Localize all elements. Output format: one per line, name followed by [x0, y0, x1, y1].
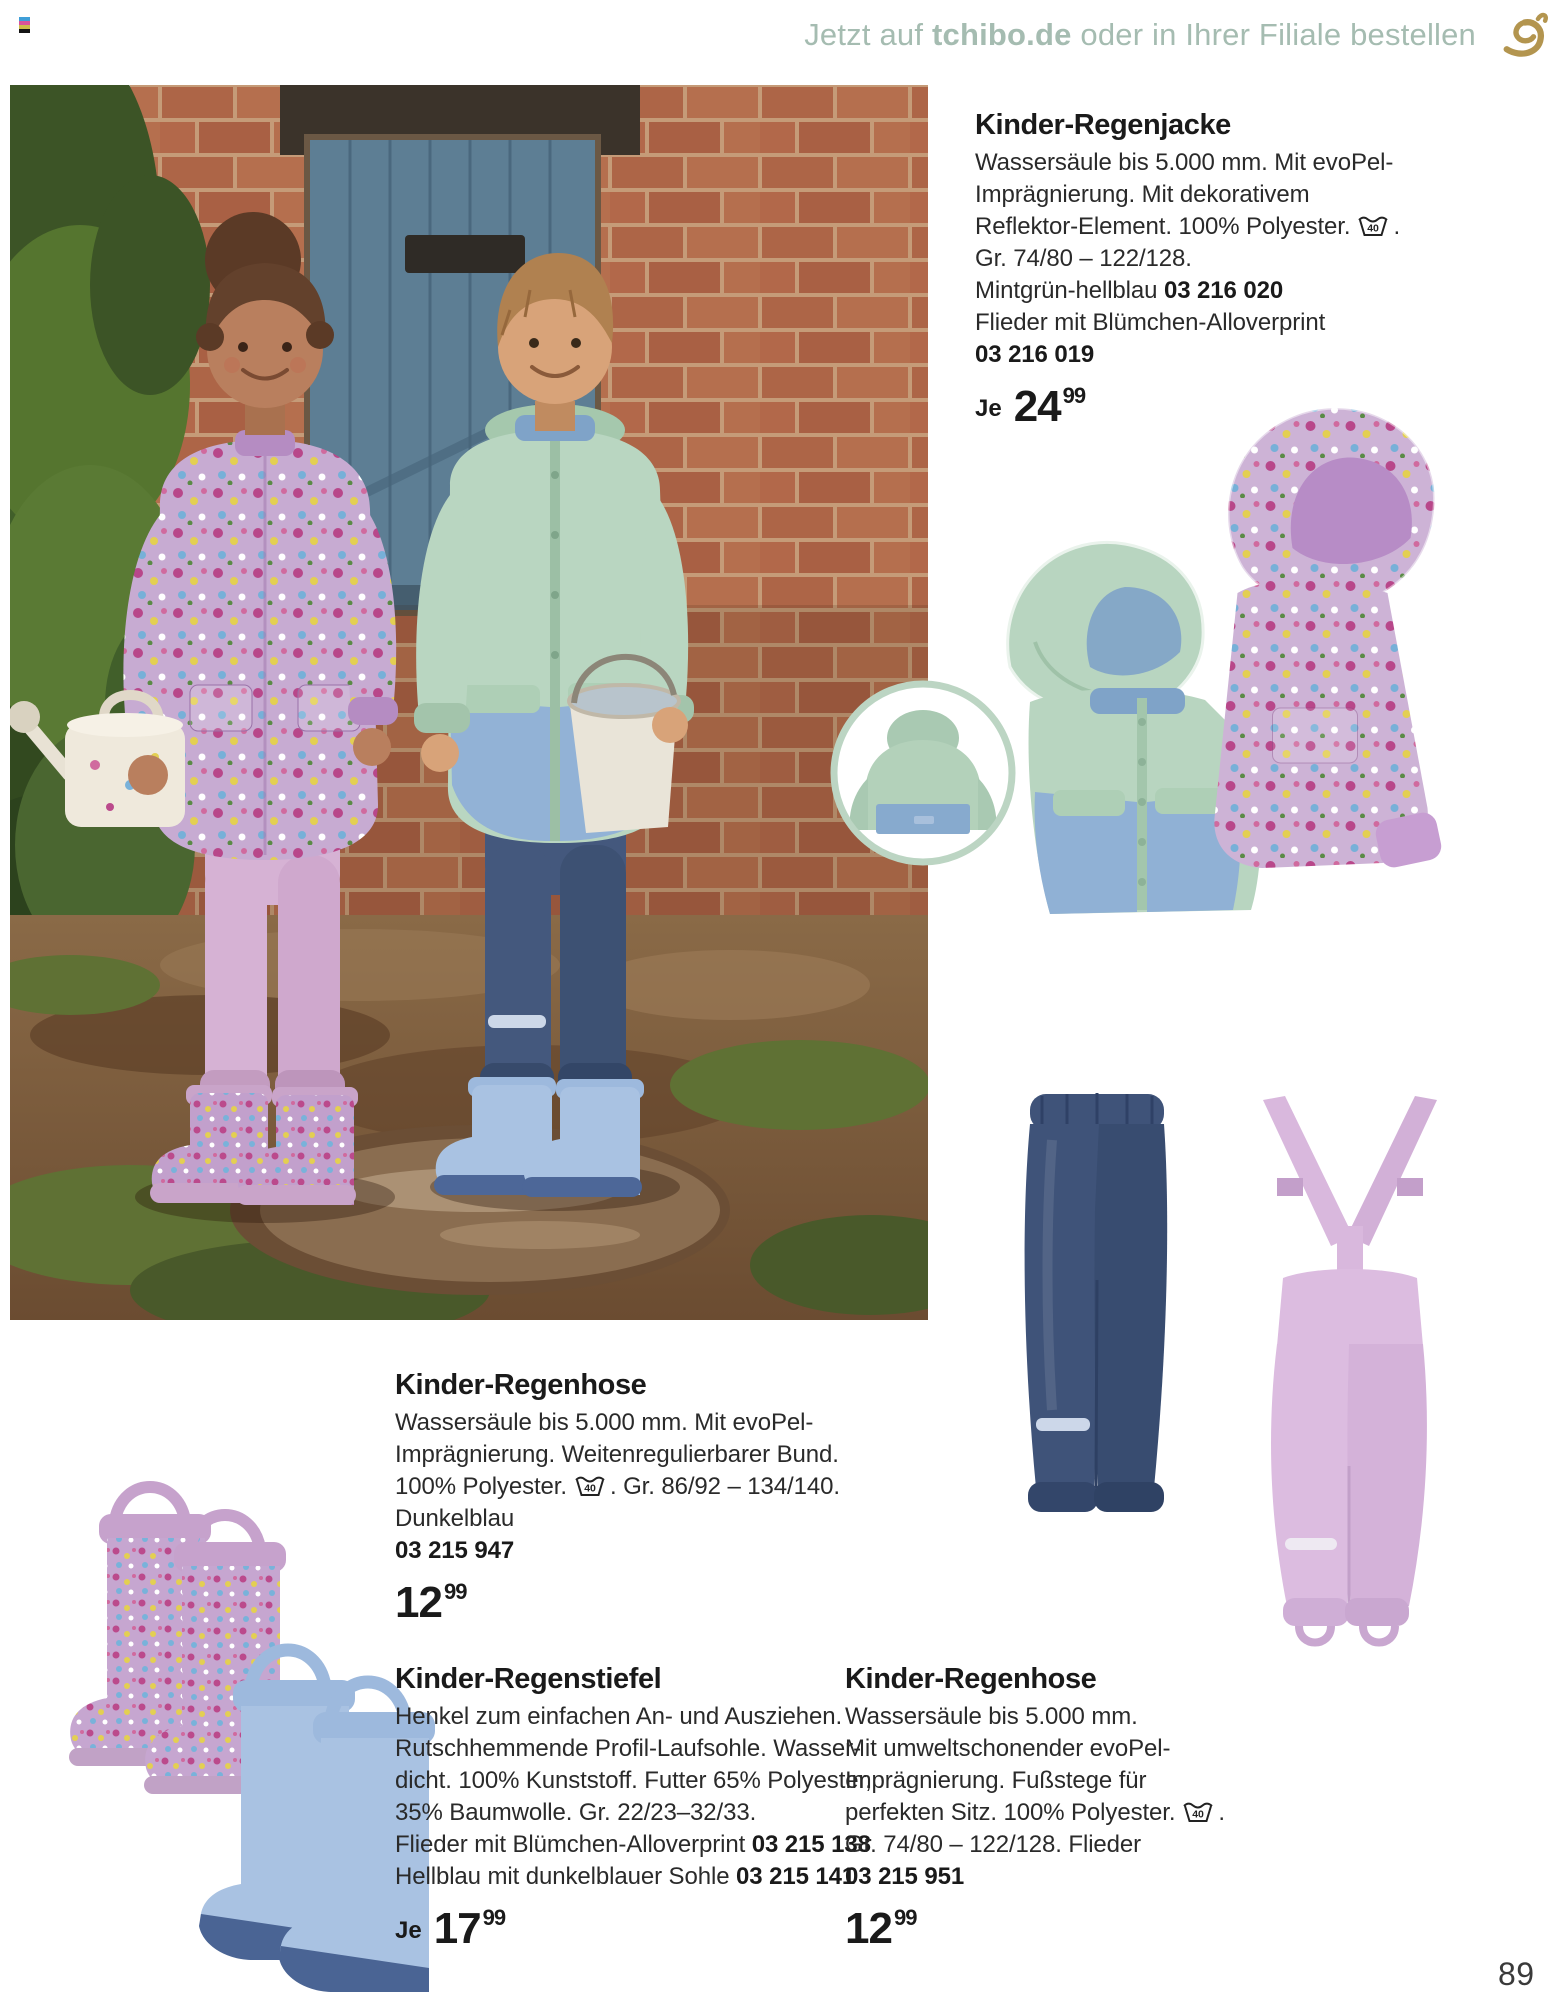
floral-jacket-image [1140, 378, 1455, 888]
variant-line: Dunkelblau [395, 1505, 515, 1532]
text-line: Imprägnierung. Fußstege für [845, 1767, 1147, 1794]
svg-text:40: 40 [1367, 222, 1380, 235]
article-number: 03 215 138 [751, 1831, 871, 1858]
text-line: dicht. 100% Kunststoff. Futter 65% Polyester, [395, 1767, 872, 1794]
variant-line: Flieder mit Blümchen-Alloverprint [975, 309, 1326, 336]
product-block-regenhose-flieder [845, 1662, 1265, 1953]
price [845, 1904, 1265, 1953]
price: Je $17^{99}$ [395, 1904, 506, 1953]
variant-line [395, 1535, 865, 1567]
text-line: Imprägnierung. Weitenregulierbarer Bund. [395, 1441, 839, 1468]
article-number: 03 216 020 [1163, 277, 1284, 304]
article-number: 03 215 947 [395, 1537, 515, 1564]
header-suffix: oder in Ihrer Filiale bestellen [1071, 17, 1476, 52]
text-line: Henkel zum einfachen An- und Ausziehen. [395, 1703, 843, 1730]
text-line: Mit umweltschonender evoPel- [845, 1735, 1171, 1762]
product-block-regenhose-dunkelblau [395, 1368, 865, 1627]
text-line: Gr. 74/80 – 122/128. [975, 245, 1192, 272]
product-title: Kinder-Regenhose [845, 1663, 1097, 1695]
header [0, 10, 1550, 60]
variant-line: Flieder mit Blümchen-Alloverprint 03 215 138 [395, 1831, 871, 1858]
wash-40-icon [1181, 1798, 1215, 1824]
text-line: perfekten Sitz. 100% Polyester. 40 . [845, 1799, 1225, 1826]
kids-photo [10, 85, 928, 1320]
text-line: 100% Polyester. 40 . Gr. 86/92 – 134/140. [395, 1473, 840, 1500]
text-line: Wassersäule bis 5.000 mm. Mit evoPel- [975, 149, 1394, 176]
text-line: Wassersäule bis 5.000 mm. [845, 1703, 1138, 1730]
text-line: Reflektor-Element. 100% Polyester. 40 . [975, 213, 1401, 240]
header-prefix: Jetzt auf [804, 17, 932, 52]
text-line: Rutschhemmende Profil-Laufsohle. Wasser- [395, 1735, 861, 1762]
navy-rainpants-image [1002, 1080, 1192, 1540]
article-number: 03 215 141 [736, 1863, 856, 1890]
product-title: Kinder-Regenhose [395, 1369, 647, 1401]
variant-line: Hellblau mit dunkelblauer Sohle 03 215 141 [395, 1863, 856, 1890]
header-brand[interactable]: tchibo.de [931, 17, 1072, 52]
product-title: Kinder-Regenstiefel [395, 1663, 662, 1695]
rainboots-image [25, 1450, 445, 1995]
product-title: Kinder-Regenjacke [975, 109, 1231, 141]
article-number: 03 215 951 [845, 1863, 965, 1890]
text-line: Gr. 74/80 – 122/128. Flieder [845, 1831, 1142, 1858]
pink-bib-rainpants-image [1225, 1086, 1475, 1666]
variant-line: Mintgrün-hellblau 03 216 020 [975, 277, 1284, 304]
svg-text:40: 40 [584, 1482, 596, 1495]
article-number: 03 216 019 [975, 341, 1095, 368]
tchibo-logo-icon [1494, 10, 1548, 60]
price-amount: $12^{99}$ [845, 1904, 917, 1953]
wash-40-icon [573, 1472, 607, 1498]
price [395, 1578, 865, 1627]
price-amount: $12^{99}$ [395, 1578, 467, 1627]
svg-text:40: 40 [1192, 1808, 1205, 1821]
price-amount: $17^{99}$ [433, 1904, 506, 1953]
price-amount: $24^{99}$ [1013, 382, 1086, 431]
text-line: Wassersäule bis 5.000 mm. Mit evoPel- [395, 1409, 814, 1436]
wash-40-icon [1356, 212, 1390, 238]
text-line: Imprägnierung. Mit dekorativem [975, 181, 1310, 208]
page-number: 89 [1498, 1956, 1535, 1992]
variant-line [845, 1861, 1265, 1893]
header-text [804, 17, 1476, 53]
price: Je $24^{99}$ [975, 382, 1086, 431]
text-line: 35% Baumwolle. Gr. 22/23–32/33. [395, 1799, 757, 1826]
jacket-backview-inset-image [828, 678, 1018, 868]
variant-line [975, 339, 1455, 371]
